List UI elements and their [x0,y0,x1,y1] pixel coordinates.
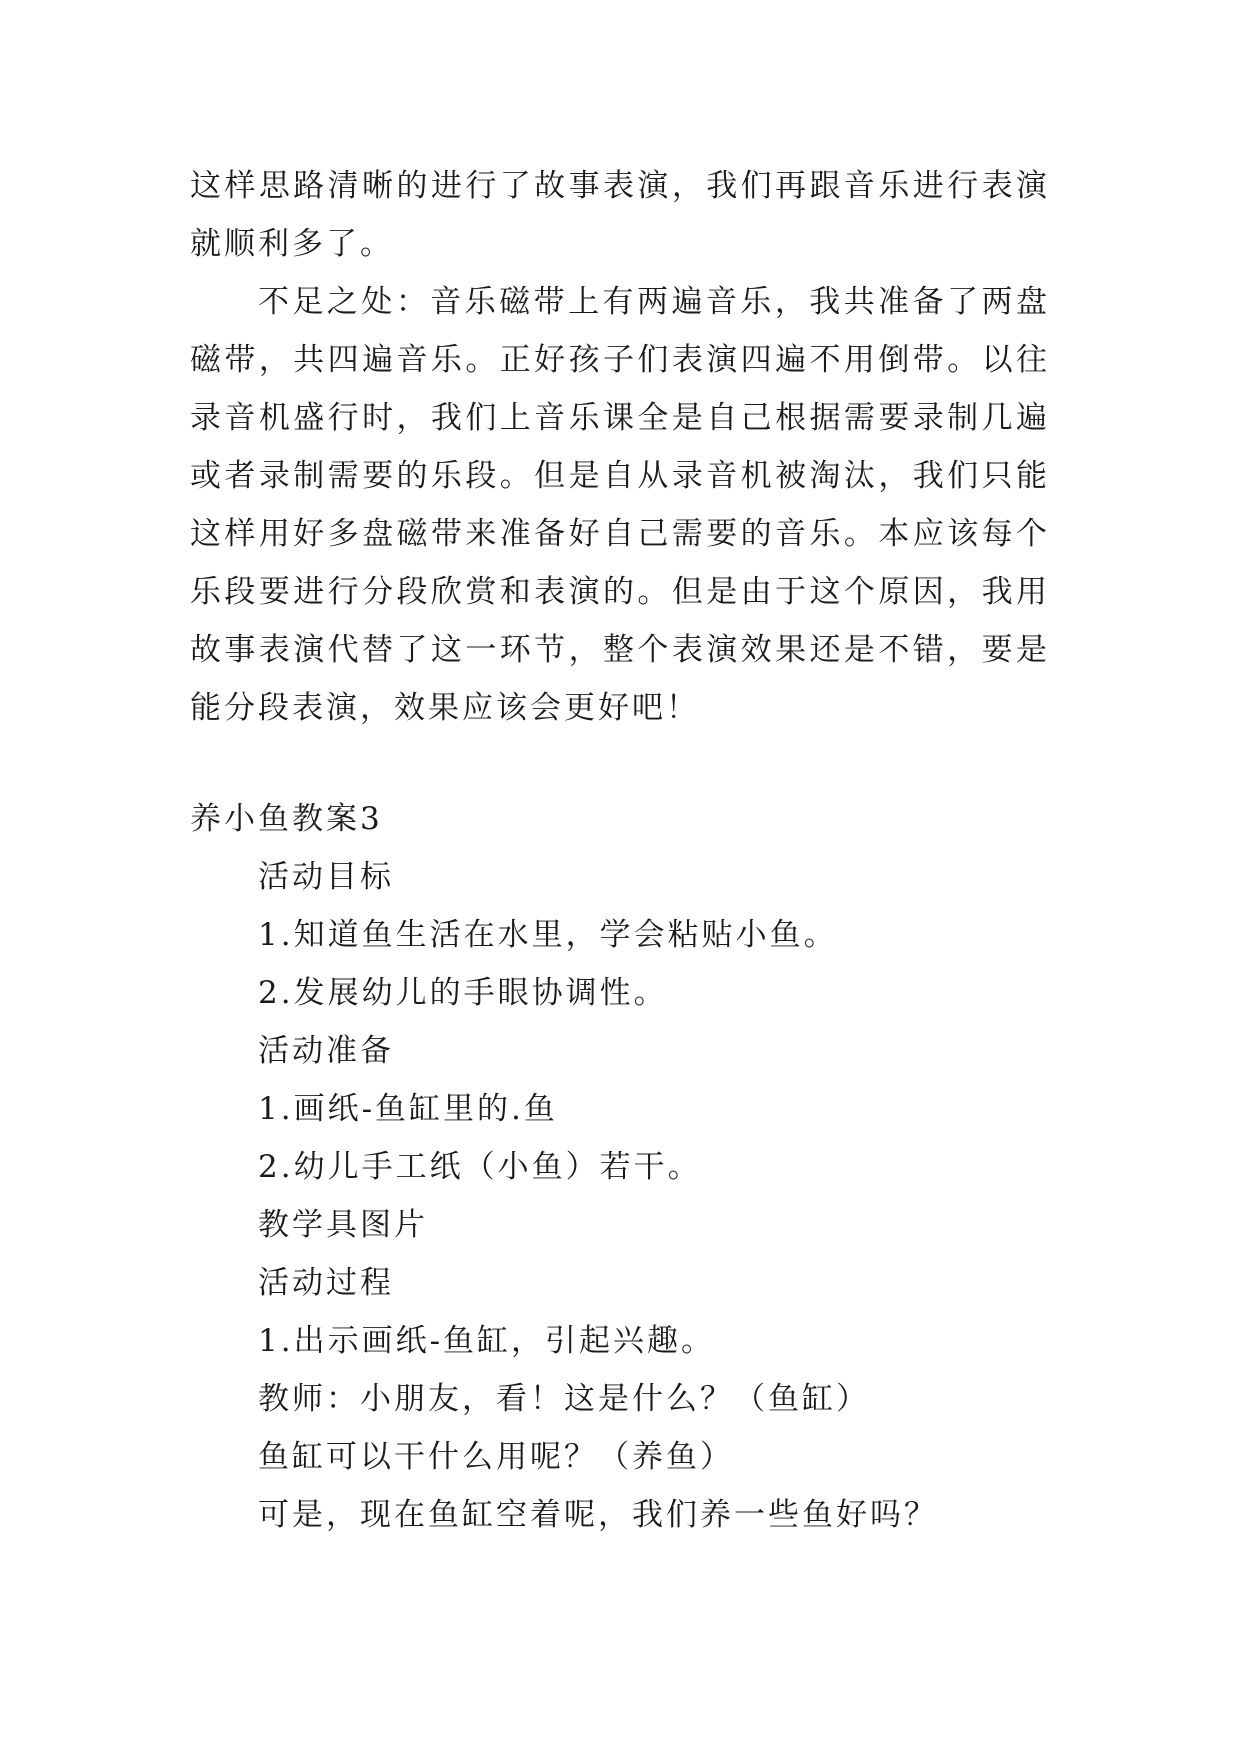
goal-item: 2.发展幼儿的手眼协调性。 [258,975,668,1011]
section-heading-process: 活动过程 [258,1265,394,1301]
lesson-plan-title: 养小鱼教案3 [190,801,383,837]
section-heading-goals: 活动目标 [258,859,394,895]
preparation-item: 1.画纸-鱼缸里的.鱼 [258,1091,558,1127]
preparation-item: 教学具图片 [258,1207,428,1243]
process-step: 1.出示画纸-鱼缸，引起兴趣。 [258,1323,716,1359]
lesson-plan-body [258,848,938,1544]
goal-item: 1.知道鱼生活在水里，学会粘贴小鱼。 [258,917,838,953]
section-heading-preparation: 活动准备 [258,1033,394,1069]
dialogue-line: 教师：小朋友，看！这是什么？（鱼缸） [258,1381,870,1417]
preparation-item: 2.幼儿手工纸（小鱼）若干。 [258,1149,702,1185]
dialogue-line: 可是，现在鱼缸空着呢，我们养一些鱼好吗？ [258,1497,938,1533]
paragraph-shortcomings: 不足之处：音乐磁带上有两遍音乐，我共准备了两盘磁带，共四遍音乐。正好孩子们表演四遍不用倒带。以往录音机盛行时，我们上音乐课全是自己根据需要录制几遍或者录制需要的乐段。但是自从录音机被淘汰，我们只能这样用好多盘磁带来准备好自己需要的音乐。本应该每个乐段要进行分段欣赏和表演的。但是由于这个原因，我用故事表演代替了这一环节，整个表演效果还是不错，要是能分段表演，效果应该会更好吧！ [190,284,1050,726]
paragraph-performance-summary: 这样思路清晰的进行了故事表演，我们再跟音乐进行表演就顺利多了。 [190,168,1050,262]
dialogue-line: 鱼缸可以干什么用呢？（养鱼） [258,1439,734,1475]
